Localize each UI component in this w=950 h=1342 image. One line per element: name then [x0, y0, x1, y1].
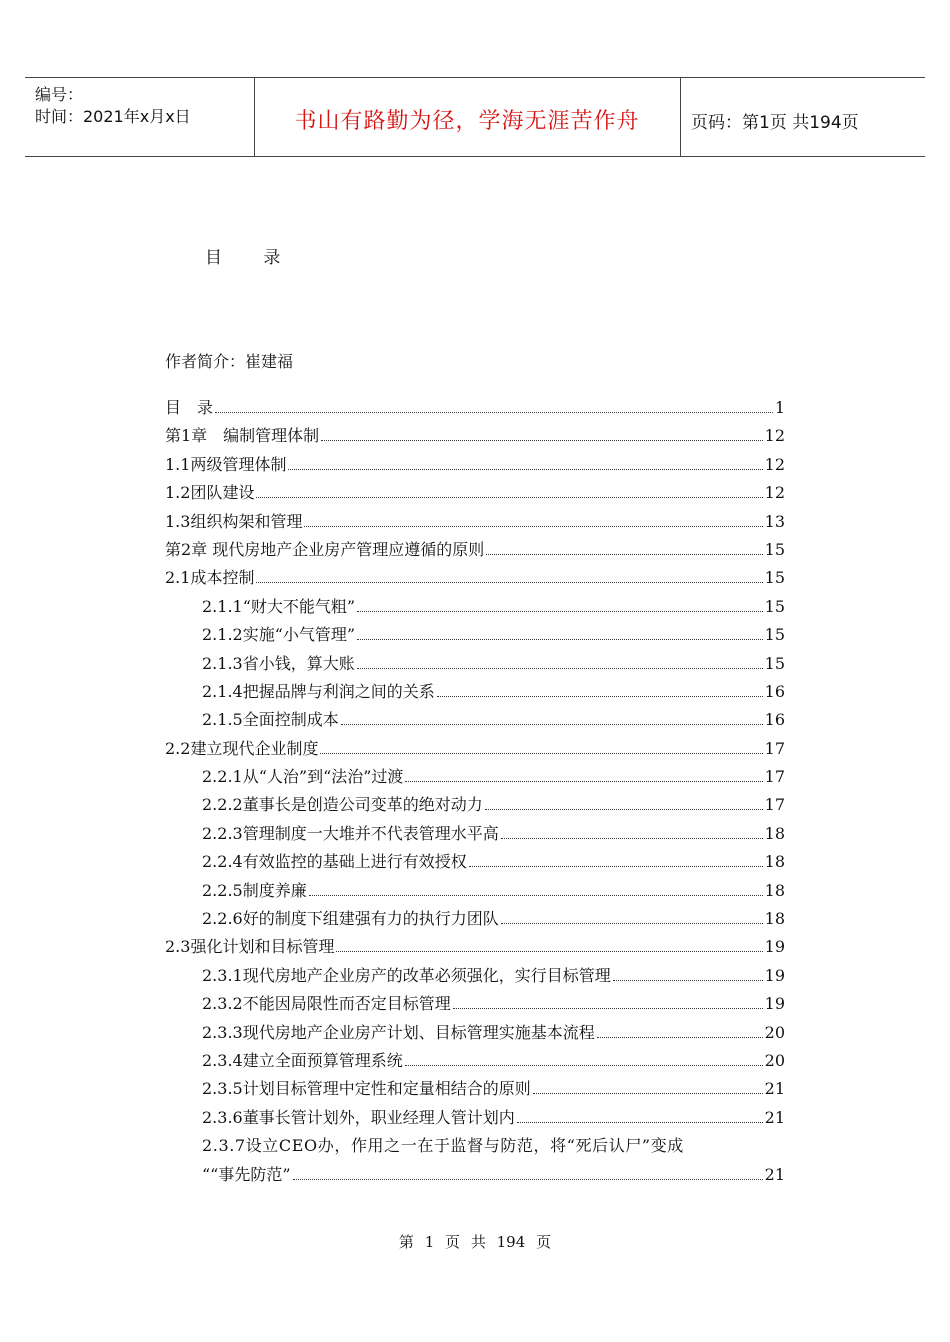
- toc-entry[interactable]: [165, 877, 785, 905]
- toc-dot-leader: [336, 939, 762, 952]
- toc-entry-page: 16: [764, 681, 785, 701]
- toc-entry-label: 2.2.6好的制度下组建强有力的执行力团队: [202, 909, 499, 929]
- page-title: 目 录: [205, 248, 299, 268]
- toc-entry-page: 19: [764, 937, 785, 957]
- toc-entry-label: 2.1.3省小钱，算大账: [202, 653, 355, 673]
- toc-entry-label: 2.1.2实施“小气管理”: [202, 625, 356, 645]
- toc-dot-leader: [320, 741, 762, 754]
- toc-entry[interactable]: [165, 820, 785, 848]
- page-code: 页码：第1页 共194页: [691, 113, 859, 133]
- toc-entry-page: 15: [764, 596, 785, 616]
- toc-entry[interactable]: [165, 593, 785, 621]
- toc-entry-page: 21: [764, 1079, 785, 1099]
- toc-dot-leader: [256, 485, 762, 498]
- toc-entry-page: 21: [764, 1107, 785, 1127]
- toc-dot-leader: [256, 570, 762, 583]
- toc-entry-page: 15: [764, 568, 785, 588]
- toc-entry-label: 1.1两级管理体制: [165, 454, 287, 474]
- author-line: 作者简介：崔建福: [165, 352, 294, 371]
- toc-entry-page: 17: [764, 795, 785, 815]
- toc-dot-leader: [613, 968, 763, 981]
- toc-entry-label: 2.2.2董事长是创造公司变革的绝对动力: [202, 795, 483, 815]
- header-meta-cell: [25, 78, 255, 156]
- toc-entry-label-line1: 2.3.7设立CEO办，作用之一在于监督与防范，将“死后认尸”变成: [202, 1136, 684, 1156]
- toc-entry-label: 2.1.4把握品牌与利润之间的关系: [202, 681, 435, 701]
- toc-entry-page: 12: [764, 483, 785, 503]
- page-footer: [0, 1231, 950, 1252]
- toc-entry-line2: [202, 1161, 785, 1189]
- time-label: 时间：2021年x月x日: [35, 107, 191, 126]
- toc-dot-leader: [486, 542, 762, 555]
- toc-entry-page: 15: [764, 653, 785, 673]
- table-of-contents: [165, 394, 785, 1189]
- toc-entry[interactable]: [165, 848, 785, 876]
- toc-dot-leader: [437, 684, 763, 697]
- toc-dot-leader: [469, 854, 763, 867]
- toc-entry-label: 2.2.3管理制度一大堆并不代表管理水平高: [202, 823, 499, 843]
- footer-post: 页: [536, 1233, 552, 1251]
- toc-entry-label: 2.1.5全面控制成本: [202, 710, 339, 730]
- toc-entry-page: 12: [764, 454, 785, 474]
- toc-entry-page: 20: [764, 1022, 785, 1042]
- toc-entry-label: 2.2.5制度养廉: [202, 880, 307, 900]
- toc-dot-leader: [501, 911, 763, 924]
- toc-entry-page: 1: [774, 398, 785, 417]
- toc-entry-label: 2.3强化计划和目标管理: [165, 937, 335, 957]
- toc-entry-label: 2.1成本控制: [165, 568, 255, 588]
- toc-dot-leader: [405, 1053, 763, 1066]
- toc-dot-leader: [288, 457, 762, 470]
- toc-entry-page: 13: [764, 511, 785, 531]
- toc-entry-page: 18: [764, 823, 785, 843]
- toc-entry[interactable]: [165, 763, 785, 791]
- header-motto-cell: [254, 78, 681, 156]
- toc-entry-page: 18: [764, 852, 785, 872]
- toc-entry[interactable]: [165, 508, 785, 536]
- footer-pre: 第: [398, 1233, 414, 1251]
- toc-entry-label: 2.3.2不能因局限性而否定目标管理: [202, 994, 451, 1014]
- toc-dot-leader: [501, 826, 763, 839]
- header-page-cell: [681, 78, 925, 156]
- toc-entry[interactable]: [165, 933, 785, 961]
- toc-entry-label: 2.1.1“财大不能气粗”: [202, 596, 356, 616]
- toc-entry-page: 16: [764, 710, 785, 730]
- toc-entry-page: 15: [764, 625, 785, 645]
- toc-dot-leader: [517, 1110, 763, 1123]
- toc-entry[interactable]: [165, 451, 785, 479]
- toc-dot-leader: [597, 1025, 763, 1038]
- toc-entry-label: 目 录: [165, 398, 214, 417]
- toc-entry[interactable]: [165, 479, 785, 507]
- toc-dot-leader: [215, 400, 773, 413]
- toc-entry-label: 2.3.3现代房地产企业房产计划、目标管理实施基本流程: [202, 1022, 595, 1042]
- toc-dot-leader: [304, 514, 762, 527]
- toc-entry-page: 15: [764, 539, 785, 559]
- toc-dot-leader: [341, 712, 763, 725]
- toc-dot-leader: [405, 769, 762, 782]
- toc-entry[interactable]: [165, 962, 785, 990]
- toc-entry[interactable]: [165, 735, 785, 763]
- toc-entry[interactable]: [165, 650, 785, 678]
- toc-entry[interactable]: [165, 791, 785, 819]
- footer-current-page: 1: [424, 1233, 435, 1251]
- toc-entry-label: 1.2团队建设: [165, 483, 255, 503]
- toc-entry-page: 19: [764, 994, 785, 1014]
- toc-dot-leader: [309, 883, 763, 896]
- footer-mid2: 共: [470, 1233, 486, 1251]
- toc-entry-page: 21: [764, 1164, 785, 1184]
- toc-entry-label: 第1章 编制管理体制: [165, 426, 320, 446]
- toc-entry-page: 17: [764, 767, 785, 787]
- toc-entry[interactable]: [165, 1075, 785, 1103]
- toc-dot-leader: [357, 627, 763, 640]
- footer-total-pages: 194: [496, 1233, 526, 1251]
- toc-entry-page: 20: [764, 1050, 785, 1070]
- toc-entry-page: 18: [764, 880, 785, 900]
- document-header: [25, 77, 925, 157]
- toc-entry-label-line2: ““事先防范”: [202, 1164, 291, 1184]
- toc-entry[interactable]: [165, 706, 785, 734]
- toc-entry-label: 1.3组织构架和管理: [165, 511, 303, 531]
- toc-entry-label: 2.2建立现代企业制度: [165, 738, 319, 758]
- toc-entry[interactable]: [165, 394, 785, 422]
- toc-entry-label: 第2章 现代房地产企业房产管理应遵循的原则: [165, 539, 485, 559]
- toc-dot-leader: [357, 656, 763, 669]
- toc-entry-label: 2.3.6董事长管计划外，职业经理人管计划内: [202, 1107, 515, 1127]
- toc-entry[interactable]: [165, 536, 785, 564]
- toc-entry-page: 12: [764, 426, 785, 446]
- toc-dot-leader: [485, 797, 763, 810]
- motto: 书山有路勤为径，学海无涯苦作舟: [294, 109, 640, 134]
- toc-entry[interactable]: [165, 1019, 785, 1047]
- toc-entry[interactable]: [165, 1104, 785, 1132]
- toc-entry-label: 2.3.4建立全面预算管理系统: [202, 1050, 403, 1070]
- toc-dot-leader: [453, 996, 763, 1009]
- toc-entry-label: 2.3.1现代房地产企业房产的改革必须强化，实行目标管理: [202, 965, 611, 985]
- toc-entry-page: 19: [764, 965, 785, 985]
- toc-entry[interactable]: [165, 678, 785, 706]
- toc-entry-page: 17: [764, 738, 785, 758]
- toc-dot-leader: [357, 599, 763, 612]
- number-label: 编号：: [35, 85, 84, 104]
- toc-entry-label: 2.2.4有效监控的基础上进行有效授权: [202, 852, 467, 872]
- toc-entry[interactable]: [165, 905, 785, 933]
- toc-entry-label: 2.2.1从“人治”到“法治”过渡: [202, 767, 404, 787]
- toc-dot-leader: [321, 428, 762, 441]
- toc-entry-label: 2.3.5计划目标管理中定性和定量相结合的原则: [202, 1079, 531, 1099]
- toc-entry[interactable]: [165, 990, 785, 1018]
- toc-entry-page: 18: [764, 909, 785, 929]
- toc-entry-multiline[interactable]: [165, 1132, 785, 1189]
- toc-dot-leader: [293, 1167, 763, 1180]
- toc-entry[interactable]: [165, 621, 785, 649]
- toc-entry[interactable]: [165, 1047, 785, 1075]
- footer-mid1: 页: [445, 1233, 461, 1251]
- toc-entry[interactable]: [165, 564, 785, 592]
- toc-dot-leader: [533, 1081, 763, 1094]
- toc-entry[interactable]: [165, 422, 785, 450]
